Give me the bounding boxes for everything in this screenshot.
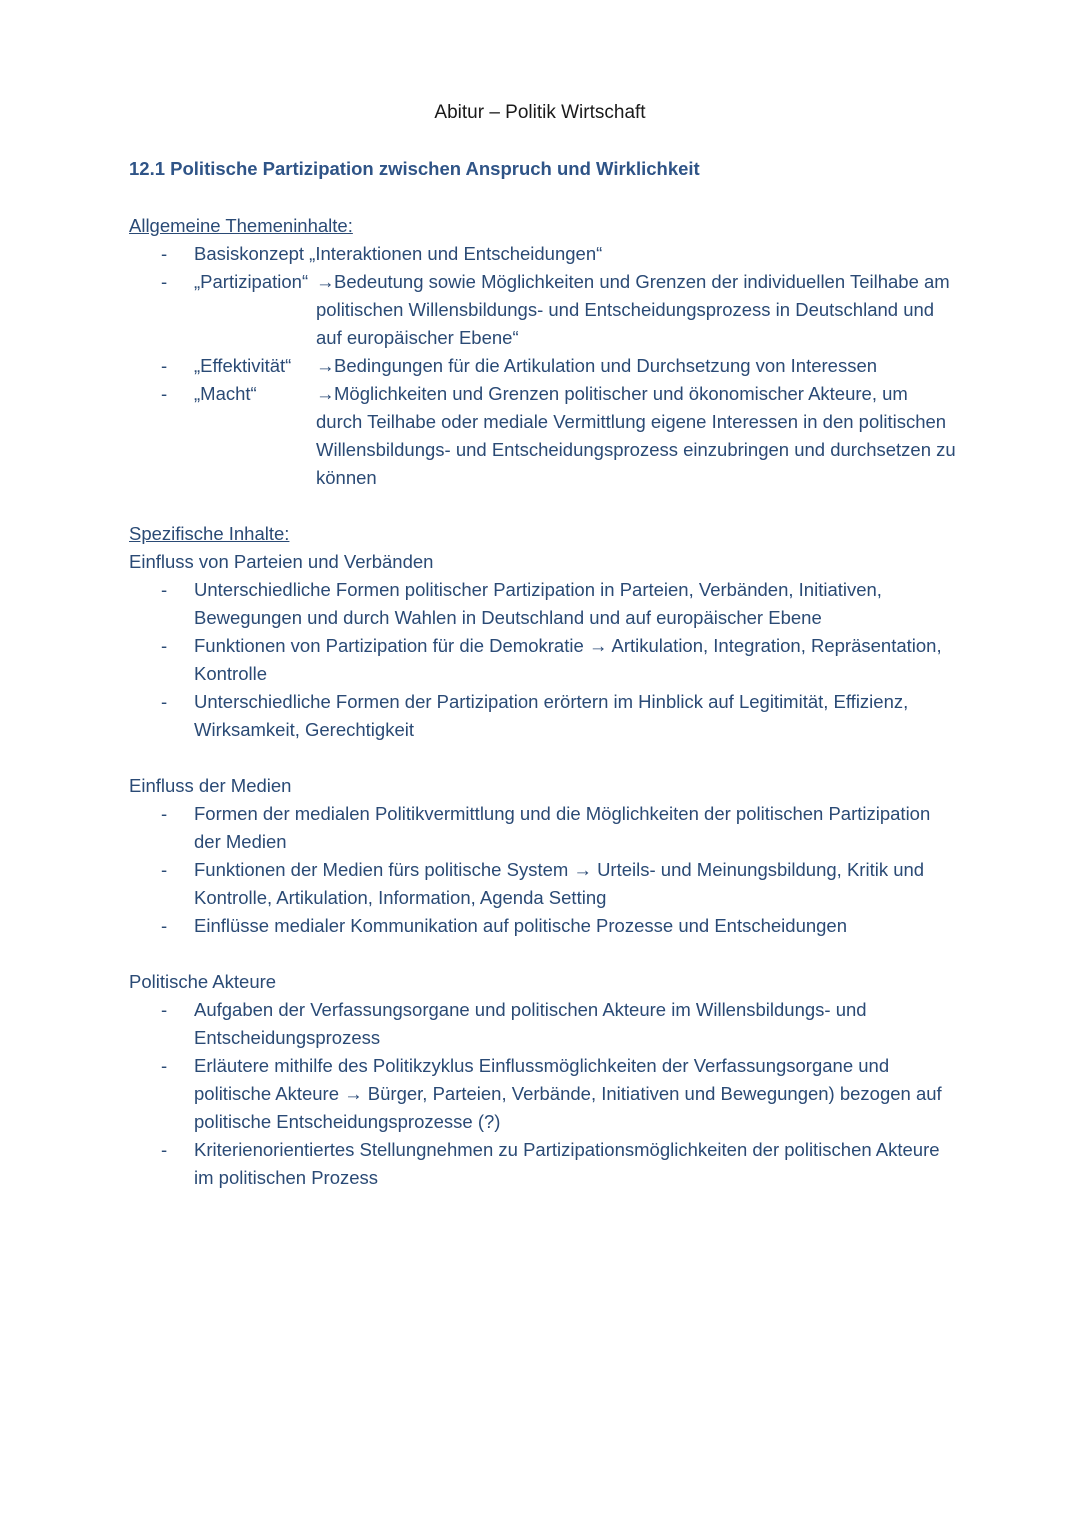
concept-value: [316, 352, 959, 380]
arrow-right-icon: →: [316, 383, 335, 404]
bullet-dash: -: [161, 243, 168, 264]
list-item: [129, 576, 959, 632]
list-item-text: Unterschiedliche Formen der Partizipation erörtern im Hinblick auf Legitimität, Effizienz, Wirksamkeit, Gerechtigkeit: [194, 691, 909, 740]
concept-key: „Effektivität“: [194, 355, 292, 376]
list-item: [129, 1136, 959, 1192]
general-item-text: Basiskonzept „Interaktionen und Entscheidungen“: [194, 243, 603, 264]
list-item: [129, 632, 959, 688]
list-item-text: Funktionen von Partizipation für die Demokratie → Artikulation, Integration, Repräsentation, Kontrolle: [194, 635, 942, 684]
concept-key: „Partizipation“: [194, 271, 309, 292]
list-item-text: Unterschiedliche Formen politischer Partizipation in Parteien, Verbänden, Initiativen, Bewegungen und durch Wahlen in Deutschland und auf europäischer Ebene: [194, 579, 882, 628]
group-title: Einfluss der Medien: [129, 775, 292, 796]
bullet-dash: -: [161, 635, 168, 656]
list-item-text: Einflüsse medialer Kommunikation auf politische Prozesse und Entscheidungen: [194, 915, 848, 936]
arrow-right-icon: →: [316, 271, 335, 292]
general-topics-label: Allgemeine Themeninhalte:: [129, 215, 353, 236]
bullet-dash: -: [161, 1139, 168, 1160]
bullet-dash: -: [161, 999, 168, 1020]
group-list: [129, 800, 959, 940]
list-item: [129, 688, 959, 744]
section-heading: 12.1 Politische Partizipation zwischen Anspruch und Wirklichkeit: [129, 158, 700, 179]
list-item: [129, 912, 959, 940]
list-item-text: Formen der medialen Politikvermittlung und die Möglichkeiten der politischen Partizipation der Medien: [194, 803, 931, 852]
group-title: Politische Akteure: [129, 971, 277, 992]
list-item-text: Kriterienorientiertes Stellungnehmen zu Partizipationsmöglichkeiten der politischen Akteure im politischen Prozess: [194, 1139, 940, 1188]
bullet-dash: -: [161, 383, 168, 404]
list-item: [129, 996, 959, 1052]
document-title: Abitur – Politik Wirtschaft: [434, 102, 646, 123]
group-title: Einfluss von Parteien und Verbänden: [129, 551, 434, 572]
specific-topics-label: Spezifische Inhalte:: [129, 523, 290, 544]
concept-key: „Macht“: [194, 383, 257, 404]
general-item: [129, 352, 959, 380]
content: [129, 212, 959, 1192]
bullet-dash: -: [161, 859, 168, 880]
concept-value-text: Möglichkeiten und Grenzen politischer und ökonomischer Akteure, um durch Teilhabe oder mediale Vermittlung eigene Interessen in den politischen Willensbildungs- und Entscheidungsprozess einzubringen und durchsetzen zu können: [316, 383, 956, 488]
arrow-right-icon: →: [316, 355, 335, 376]
general-item: [129, 268, 959, 352]
bullet-dash: -: [161, 579, 168, 600]
list-item-text: Erläutere mithilfe des Politikzyklus Einflussmöglichkeiten der Verfassungsorgane und politische Akteure → Bürger, Parteien, Verbände, Initiativen und Bewegungen) bezogen auf politische Entscheidungsprozesse (?): [194, 1055, 942, 1132]
concept-value-text: Bedeutung sowie Möglichkeiten und Grenzen der individuellen Teilhabe am politischen Willensbildungs- und Entscheidungsprozess in Deutschland und auf europäischer Ebene“: [316, 271, 950, 348]
concept-value: [316, 380, 959, 492]
bullet-dash: -: [161, 271, 168, 292]
bullet-dash: -: [161, 915, 168, 936]
concept-value: [316, 268, 959, 352]
bullet-dash: -: [161, 691, 168, 712]
concept-value-text: Bedingungen für die Artikulation und Durchsetzung von Interessen: [334, 355, 878, 376]
general-item: [129, 240, 959, 268]
list-item: [129, 856, 959, 912]
list-item: [129, 800, 959, 856]
list-item: [129, 1052, 959, 1136]
group-list: [129, 996, 959, 1192]
list-item-text: Aufgaben der Verfassungsorgane und politischen Akteure im Willensbildungs- und Entscheidungsprozess: [194, 999, 867, 1048]
group-list: [129, 576, 959, 744]
bullet-dash: -: [161, 355, 168, 376]
general-item: [129, 380, 959, 492]
general-topics-list: [129, 240, 959, 492]
bullet-dash: -: [161, 803, 168, 824]
list-item-text: Funktionen der Medien fürs politische System → Urteils- und Meinungsbildung, Kritik und Kontrolle, Artikulation, Information, Agenda Setting: [194, 859, 925, 908]
bullet-dash: -: [161, 1055, 168, 1076]
